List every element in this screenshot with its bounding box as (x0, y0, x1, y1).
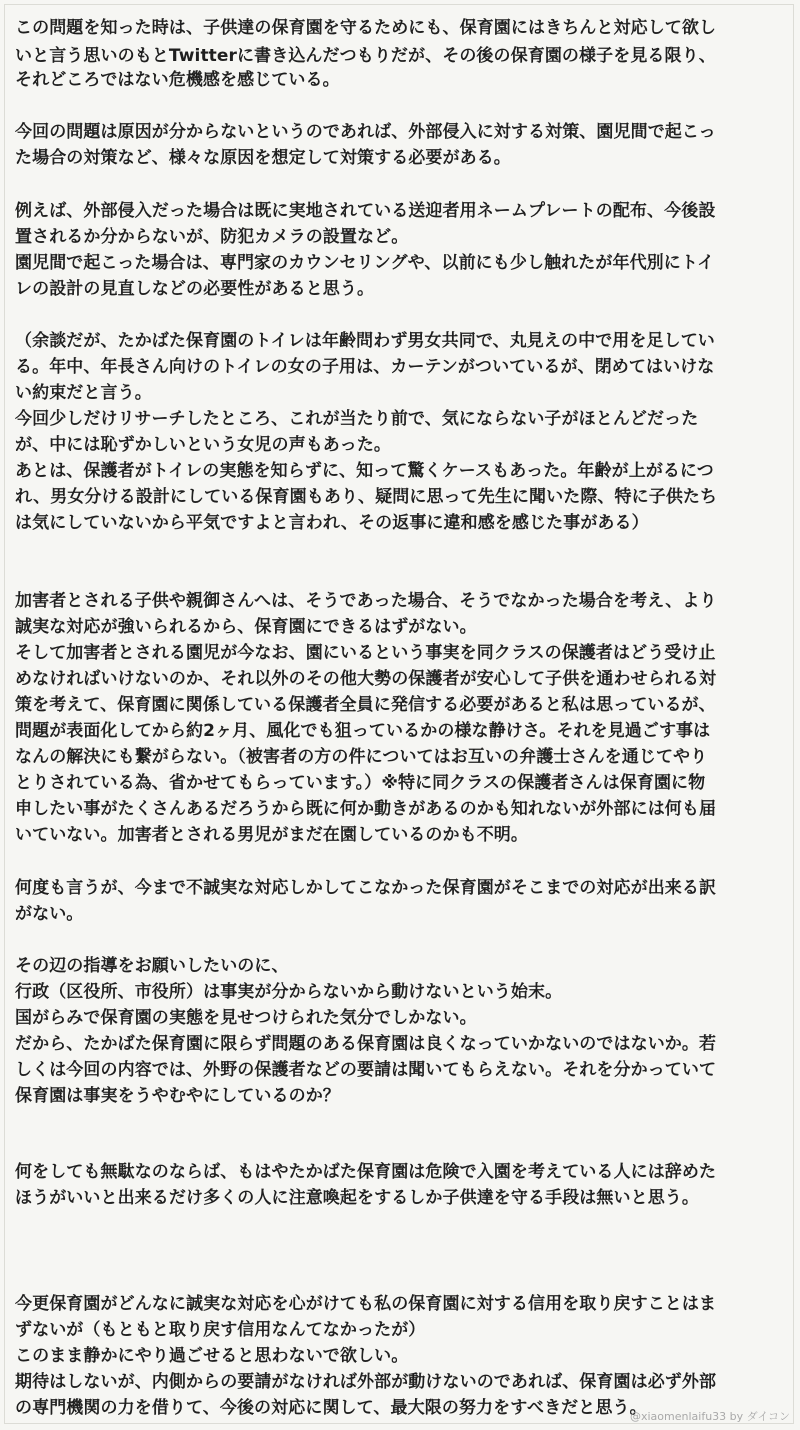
text-line: る。年中、年長さん向けのトイレの女の子用は、カーテンがついているが、閉めてはいけな (15, 357, 715, 377)
text-line: 置されるか分からないが、防犯カメラの設置など。 (15, 227, 409, 247)
text-line: なんの解決にも繋がらない。（被害者の方の件についてはお互いの弁護士さんを通じてやり (15, 747, 708, 767)
text-line: とりされている為、省かせてもらっています。）※特に同クラスの保護者さんは保育園に物 (15, 773, 706, 793)
text-line: れ、男女分ける設計にしている保育園もあり、疑問に思って先生に聞いた際、特に子供たち (15, 487, 718, 507)
watermark: @xiaomenlaifu33 by ダイコン (629, 1410, 790, 1423)
text-line: ほうがいいと出来るだけ多くの人に注意喚起をするしか子供達を守る手段は無いと思う。 (15, 1188, 699, 1208)
text-line: 策を考えて、保育園に関係している保護者全員に発信する必要があると私は思っているが、 (15, 695, 716, 715)
text-line: あとは、保護者がトイレの実態を知らずに、知って驚くケースもあった。年齢が上がるにつ (15, 461, 714, 481)
text-line: 何度も言うが、今まで不誠実な対応しかしてこなかった保育園がそこまでの対応が出来る訳 (15, 878, 717, 898)
text-line: 誠実な対応が強いられるから、保育園にできるはずがない。 (15, 617, 477, 637)
text-line: この問題を知った時は、子供達の保育園を守るためにも、保育園にはきちんと対応して欲し (15, 18, 717, 38)
text-line: その辺の指導をお願いしたいのに、 (15, 956, 289, 976)
text-line: が、中には恥ずかしいという女児の声もあった。 (15, 435, 392, 455)
text-line: がない。 (15, 904, 84, 924)
text-line: しくは今回の内容では、外野の保護者などの要請は聞いてもらえない。それを分かっていて (15, 1060, 717, 1080)
text-line: ずないが（もともと取り戻す信用なんてなかったが） (15, 1320, 426, 1340)
text-line: 園児間で起こった場合は、専門家のカウンセリングや、以前にも少し触れたが年代別にトイ (15, 253, 715, 273)
text-line: は気にしていないから平気ですよと言われ、その返事に違和感を感じた事がある） (15, 513, 649, 533)
text-line: 何をしても無駄なのならば、もはやたかばた保育園は危険で入園を考えている人には辞めた (15, 1162, 717, 1182)
text-line: た場合の対策など、様々な原因を想定して対策する必要がある。 (15, 148, 511, 168)
text-line: 国がらみで保育園の実態を見せつけられた気分でしかない。 (15, 1008, 477, 1028)
text-line: 申したい事がたくさんあるだろうから既に何か動きがあるのかも知れないが外部には何も届 (15, 799, 717, 819)
text-line: （余談だが、たかばた保育園のトイレは年齢問わず男女共同で、丸見えの中で用を足してい (15, 331, 715, 351)
text-line: そして加害者とされる園児が今なお、園にいるという事実を同クラスの保護者はどう受け止 (15, 643, 716, 663)
text-line: 問題が表面化してから約2ヶ月、風化でも狙っているかの様な静けさ。それを見過ごす事は (15, 721, 711, 741)
text-line: 保育園は事実をうやむやにしているのか？ (15, 1086, 340, 1106)
text-line: の専門機関の力を借りて、今後の対応に関して、最大限の努力をすべきだと思う。 (15, 1398, 647, 1418)
text-line: 期待はしないが、内側からの要請がなければ外部が動けないのであれば、保育園は必ず外部 (15, 1372, 717, 1392)
text-line: 行政（区役所、市役所）は事実が分からないから動けないという始末。 (15, 982, 563, 1002)
text-line: 今回の問題は原因が分からないというのであれば、外部侵入に対する対策、園児間で起こっ (15, 122, 716, 142)
text-line: 今更保育園がどんなに誠実な対応を心がけても私の保育園に対する信用を取り戻すことはま (15, 1294, 717, 1314)
text-line: それどころではない危機感を感じている。 (15, 70, 340, 90)
text-line: いと言う思いのもとTwitterに書き込んだつもりだが、その後の保育園の様子を見る限り、 (15, 46, 716, 66)
text-line: レの設計の見直しなどの必要性があると思う。 (15, 279, 375, 299)
text-line: いていない。加害者とされる男児がまだ在園しているのかも不明。 (15, 825, 528, 845)
text-line: めなければいけないのか、それ以外のその他大勢の保護者が安心して子供を通わせられる対 (15, 669, 717, 689)
text-line: 加害者とされる子供や親御さんへは、そうであった場合、そうでなかった場合を考え、より (15, 591, 717, 611)
text-line: 今回少しだけリサーチしたところ、これが当たり前で、気にならない子がほとんどだった (15, 409, 699, 429)
text-line: このまま静かにやり過ごせると思わないで欲しい。 (15, 1346, 409, 1366)
text-line: 例えば、外部侵入だった場合は既に実地されている送迎者用ネームプレートの配布、今後設 (15, 201, 716, 221)
text-line: だから、たかばた保育園に限らず問題のある保育園は良くなっていかないのではないか。若 (15, 1034, 717, 1054)
text-line: い約束だと言う。 (15, 383, 152, 403)
